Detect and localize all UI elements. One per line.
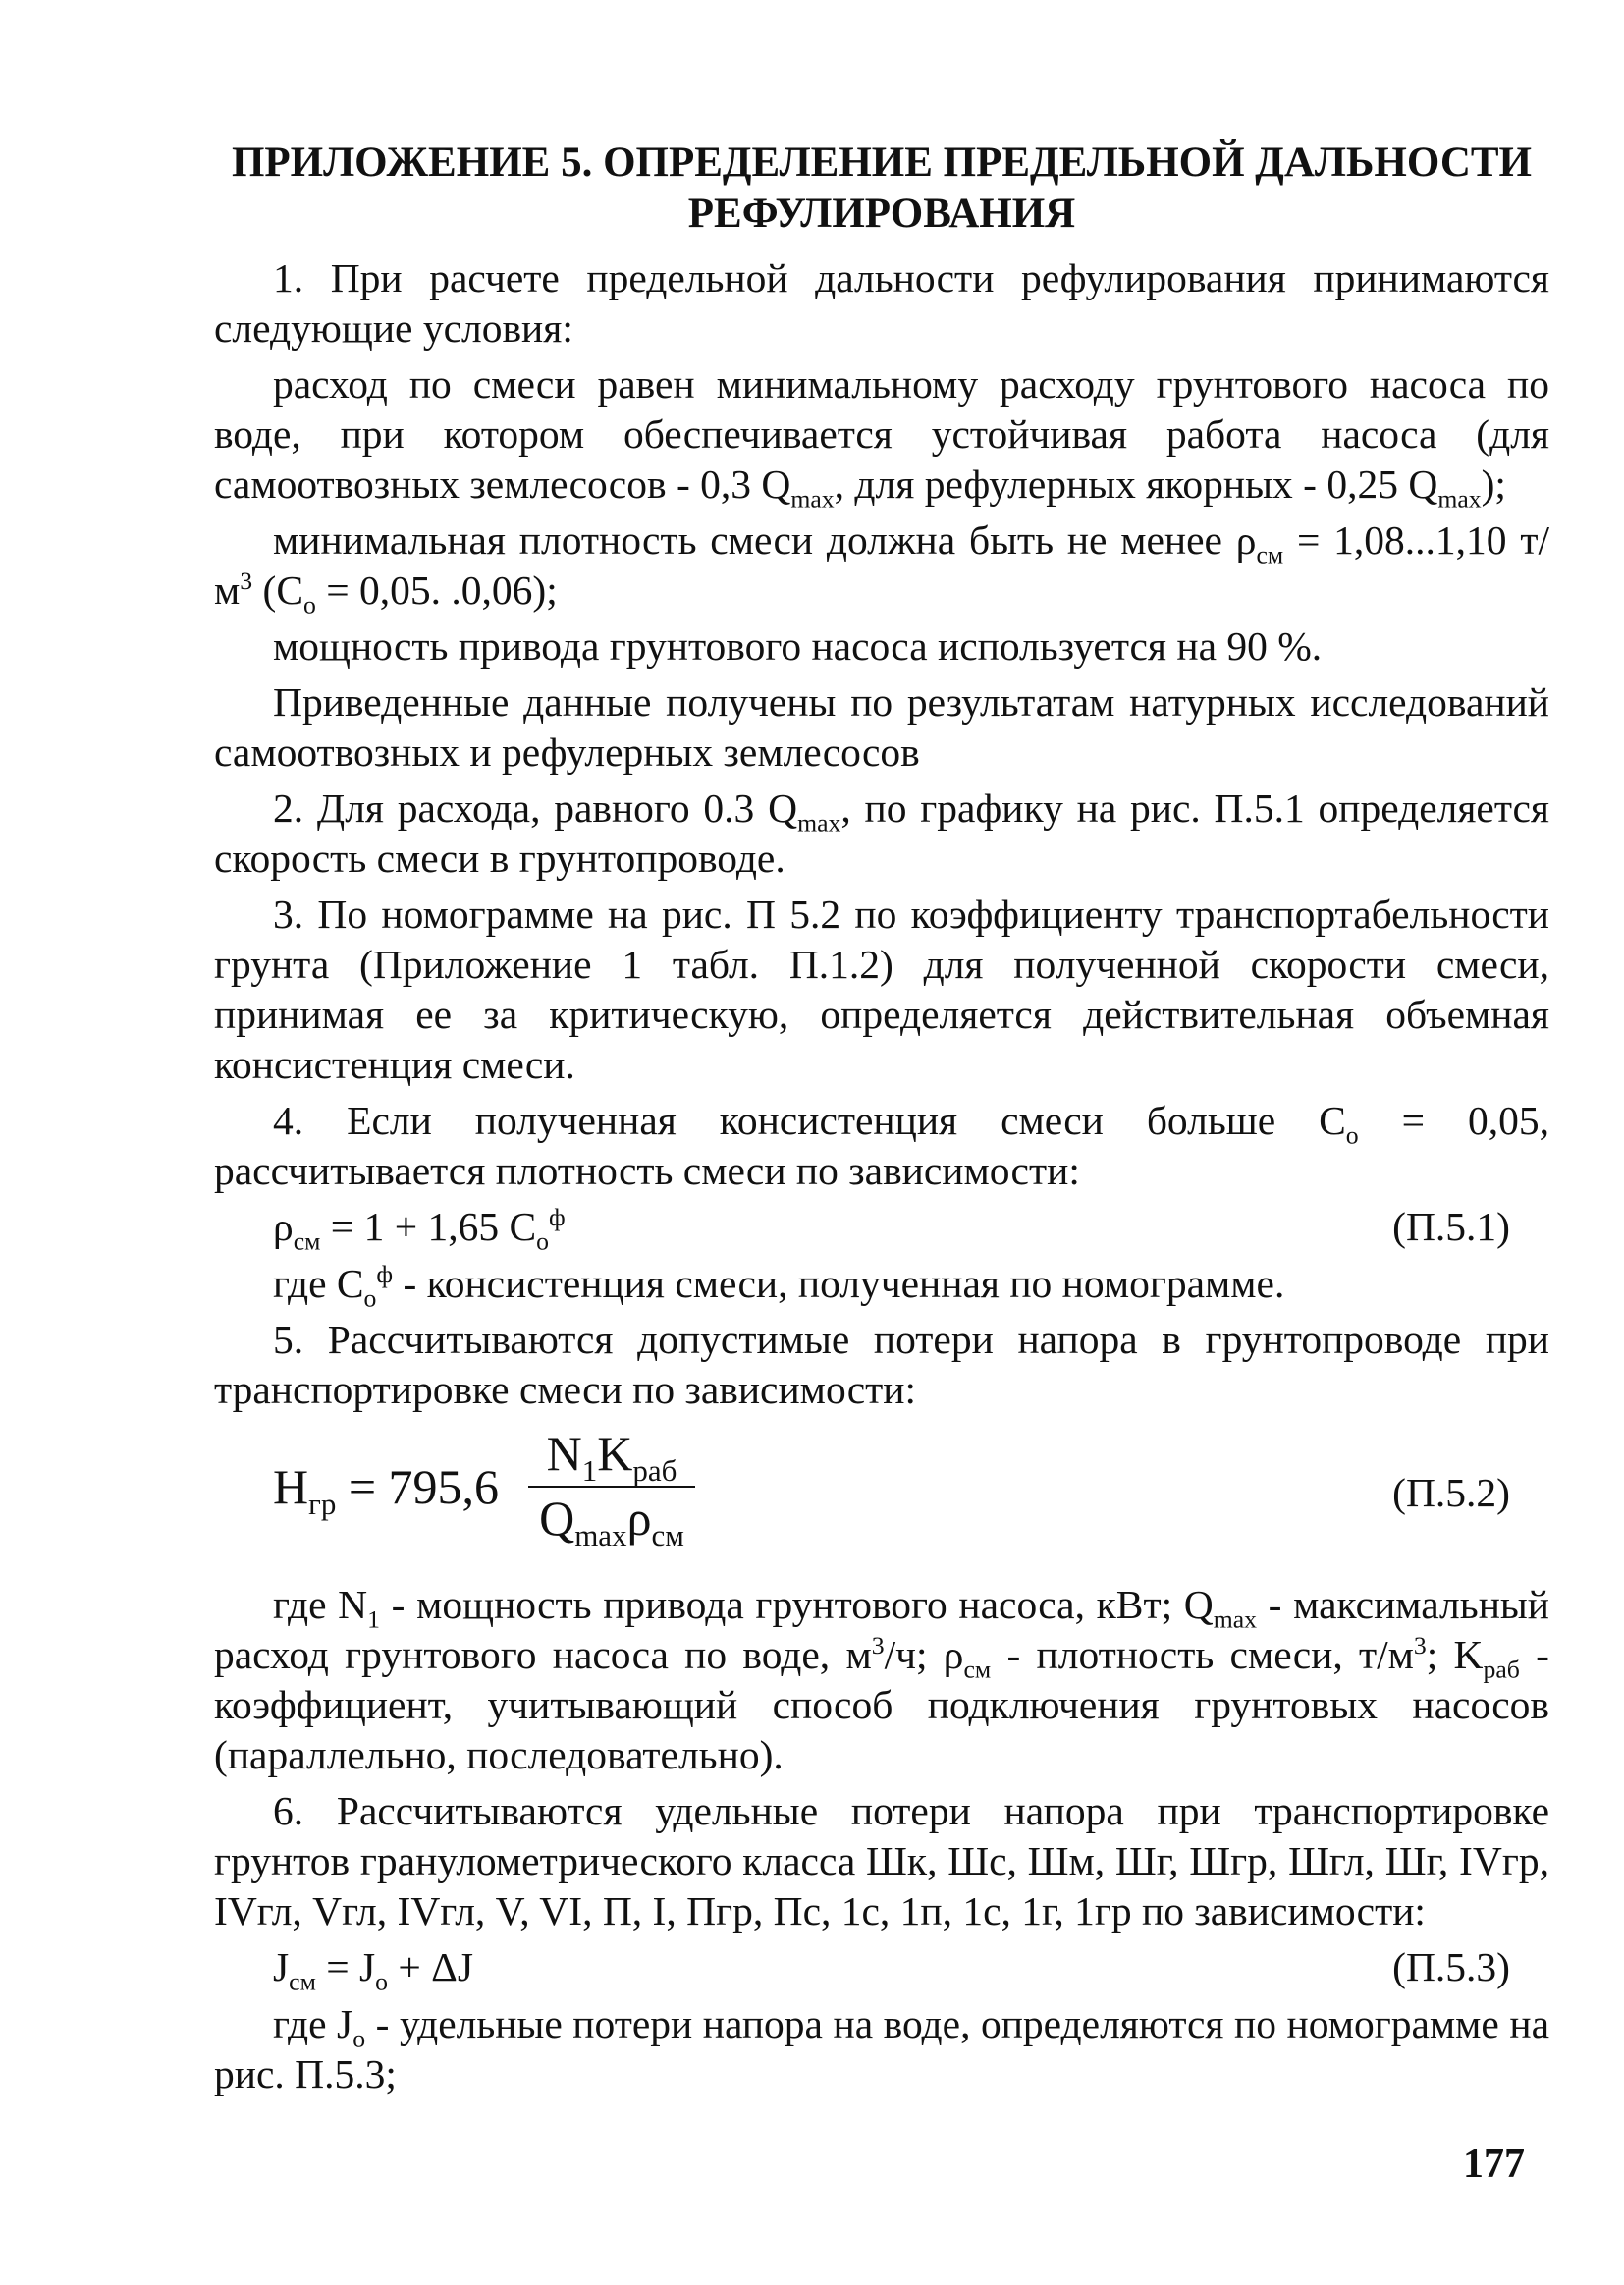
formula-p5-1-expression: $\rho_{см} = 1 + 1,65$ $C_о^ф$ (273, 1203, 566, 1256)
paragraph-7: 3. По номограмме на рис. П 5.2 по коэффициенту транспортабельности грунта (Приложение 1 табл. П.1.2) для полученной скорости смеси, принимая ее за критическую, определяется действительная объемная консистенция смеси. (214, 892, 1549, 1087)
formula-p5-1-number: (П.5.1) (1392, 1204, 1510, 1249)
formula-p5-2-fraction (528, 1423, 695, 1552)
paragraph-2: расход по смеси равен минимальному расходу грунтового насоса по воде, при котором обеспечивается устойчивая работа насоса (для самоотвозных землесосов - 0,3 $Q_{max}$, для рефулерных якорных - 0,25 $Q_{max}$); (214, 361, 1549, 514)
formula-p5-3 (214, 1942, 1549, 1995)
formula-p5-2-number: (П.5.2) (1392, 1470, 1510, 1515)
paragraph-1: 1. При расчете предельной дальности рефулирования принимаются следующие условия: (214, 255, 1549, 351)
formula-p5-2-lhs: $H_{гр} = 795,6$ (273, 1459, 500, 1521)
paragraph-4: мощность привода грунтового насоса используется на 90 %. (273, 624, 1323, 669)
paragraph-12: 6. Рассчитываются удельные потери напора при транспортировке грунтов гранулометрического класса Шк, Шс, Шм, Шг, Шгр, Шгл, Шг, IVгр, IVгл, Vгл, IVгл, V, VI, П, I, Пгр, Пс, 1с, 1п, 1с, 1г, 1гр по зависимости: (214, 1788, 1549, 1933)
page-content (214, 137, 1549, 2099)
formula-p5-1 (214, 1202, 1549, 1255)
formula-p5-3-number: (П.5.3) (1392, 1944, 1510, 1989)
paragraph-6: 2. Для расхода, равного 0.3 $Q_{max}$, по графику на рис. П.5.1 определяется скорость смеси в грунтопроводе. (214, 786, 1549, 881)
paragraph-13: где $J_о$ - удельные потери напора на воде, определяются по номограмме на рис. П.5.3; (214, 2001, 1550, 2096)
paragraph-10: 5. Рассчитываются допустимые потери напора в грунтопроводе при транспортировке смеси по зависимости: (214, 1317, 1549, 1412)
paragraph-5: Приведенные данные получены по результатам натурных исследований самоотвозных и рефулерных землесосов (214, 680, 1549, 775)
formula-p5-2 (214, 1423, 1549, 1570)
fraction-denominator: $Q_{max}\rho_{см}$ (539, 1491, 684, 1552)
formula-p5-3-expression: $J_{см} = J_о + \Delta J$ (273, 1944, 474, 1996)
fraction-numerator: $N_1K_{раб}$ (528, 1423, 695, 1488)
paragraph-3: минимальная плотность смеси должна быть не менее $\rho_{см} = 1,08...1,10$ $т/м^3$ ($C_о = 0,05$. .0,06); (214, 517, 1549, 620)
appendix-title (214, 137, 1549, 240)
page-number: 177 (1463, 2142, 1525, 2187)
title-line-2: РЕФУЛИРОВАНИЯ (687, 190, 1076, 237)
paragraph-11: где $N_1$ - мощность привода грунтового насоса, кВт; $Q_{max}$ - максимальный расход грунтового насоса по воде, $м^3/ч$; $\rho_{см}$ - плотность смеси, $т/м^3$; $K_{раб}$ - коэффициент, учитывающий способ подключения грунтовых насосов (параллельно, последовательно). (214, 1582, 1549, 1777)
title-line-1: ПРИЛОЖЕНИЕ 5. ОПРЕДЕЛЕНИЕ ПРЕДЕЛЬНОЙ ДАЛЬНОСТИ (231, 139, 1533, 186)
paragraph-8: 4. Если полученная консистенция смеси больше $C_о = 0,05$, рассчитывается плотность смеси по зависимости: (214, 1098, 1549, 1193)
paragraph-9: где $C_о^ф$ - консистенция смеси, полученная по номограмме. (273, 1260, 1285, 1313)
